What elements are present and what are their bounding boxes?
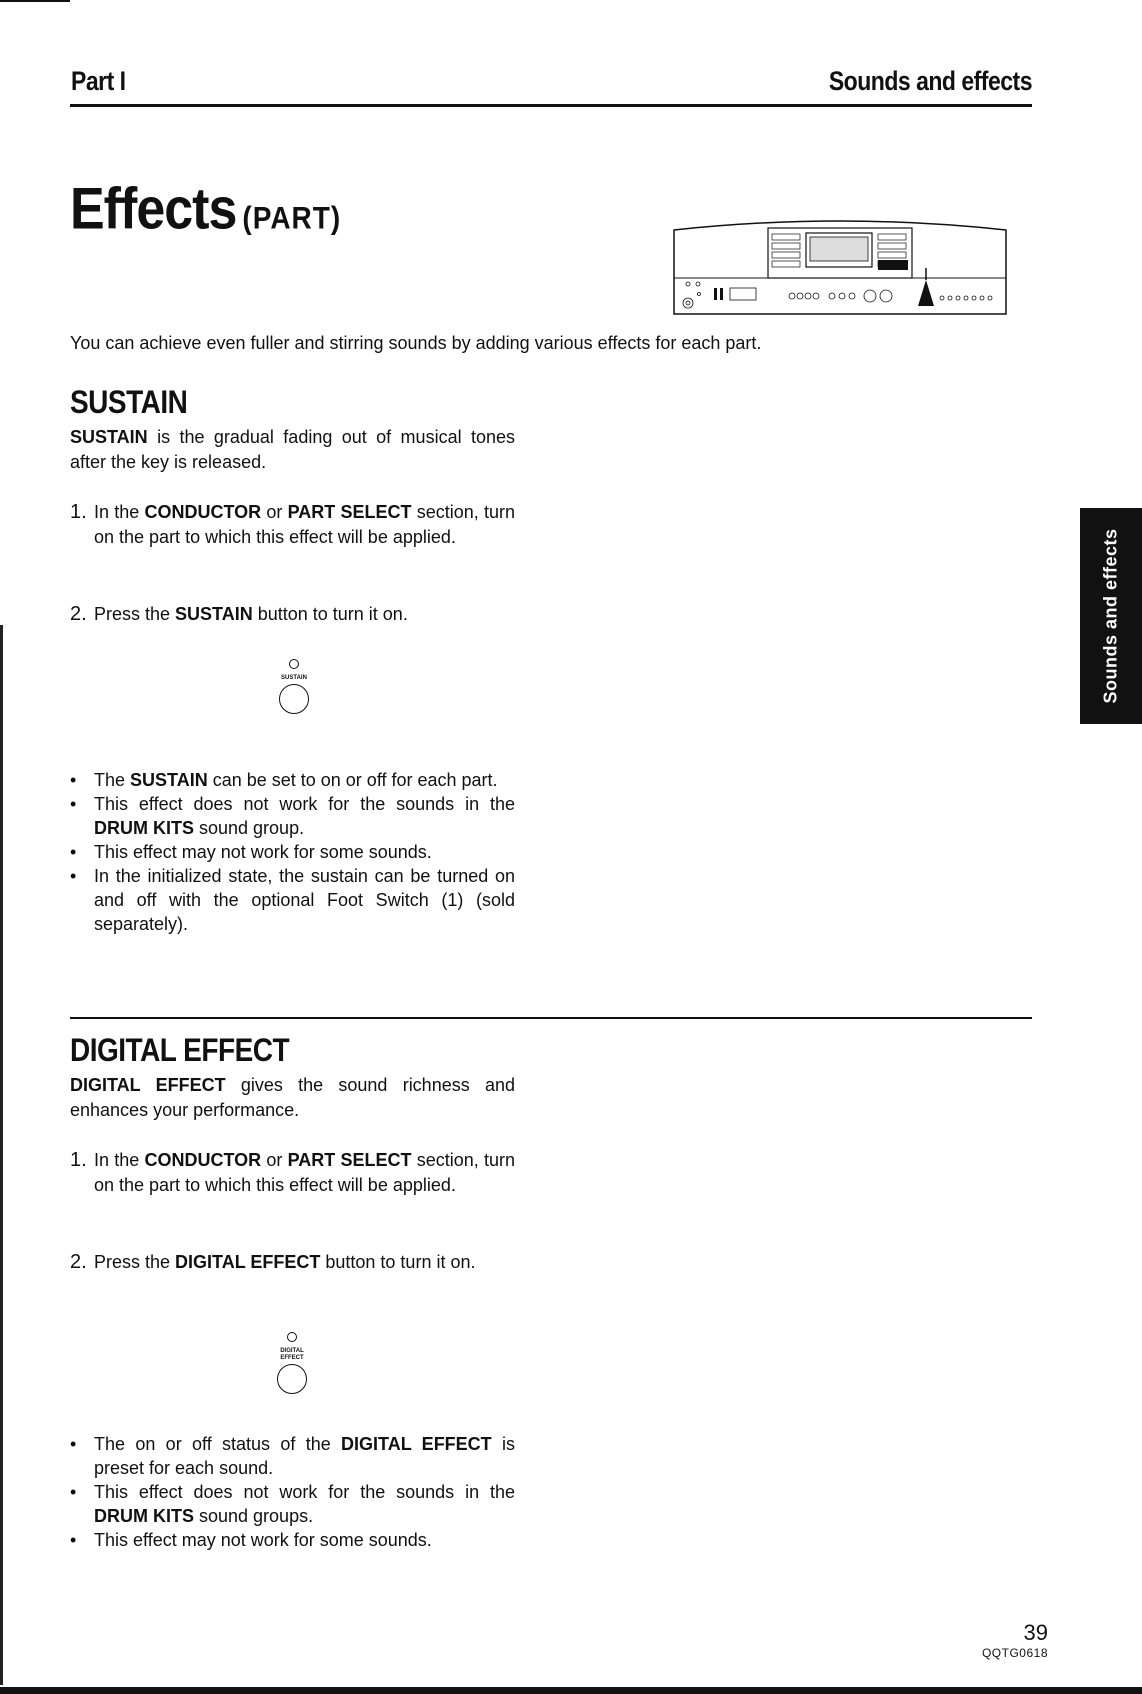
digital-effect-notes [70, 1432, 515, 1552]
sustain-heading: SUSTAIN [70, 384, 188, 420]
bottom-edge-bar [0, 1687, 1142, 1694]
indicator-lamp-icon [289, 659, 299, 669]
sustain-button-figure [264, 659, 324, 714]
page-title-sub: (PART) [242, 200, 342, 236]
digital-effect-description-term: DIGITAL EFFECT [70, 1075, 226, 1095]
digital-effect-step-2: 2. Press the DIGITAL EFFECT button to turn it on. [70, 1251, 476, 1273]
step-number: 2. [70, 603, 87, 625]
sustain-description-text: is the gradual fading out of musical tones after the key is released. [70, 427, 515, 472]
sustain-button-icon [279, 684, 309, 714]
step-number: 1. [70, 1149, 87, 1171]
header-section-label: Sounds and effects [828, 66, 1032, 96]
step-number: 2. [70, 1251, 87, 1273]
list-item: • This effect does not work for the sounds in the DRUM KITS sound groups. [70, 1480, 515, 1528]
indicator-lamp-icon [287, 1332, 297, 1342]
document-code: QQTG0618 [981, 1646, 1048, 1660]
page-title [70, 176, 341, 243]
sustain-step-2: 2. Press the SUSTAIN button to turn it on. [70, 603, 408, 625]
scan-edge-mark [0, 0, 70, 2]
digital-effect-step-1: 1. In the CONDUCTOR or PART SELECT section, turn on the part to which this effect will be applied. [70, 1148, 515, 1198]
intro-paragraph: You can achieve even fuller and stirring sounds by adding various effects for each part. [70, 333, 762, 353]
page-title-main: Effects [70, 177, 237, 243]
instrument-panel-illustration [672, 216, 1008, 316]
list-item: • In the initialized state, the sustain can be turned on and off with the optional Foot Switch (1) (sold separately). [70, 864, 515, 936]
sustain-notes [70, 768, 515, 936]
header-rule [70, 104, 1032, 107]
sustain-description [70, 425, 515, 475]
digital-effect-description-text: gives the sound richness and enhances your performance. [70, 1075, 516, 1120]
list-item: • This effect does not work for the sounds in the DRUM KITS sound group. [70, 792, 515, 840]
sustain-button-label: SUSTAIN [281, 675, 307, 681]
side-index-tab-label: Sounds and effects [1100, 528, 1121, 704]
section-divider [70, 1017, 1032, 1019]
step-number: 1. [70, 501, 87, 523]
scan-left-edge [0, 625, 3, 1685]
digital-effect-button-icon [277, 1364, 307, 1394]
sustain-step-1: 1. In the CONDUCTOR or PART SELECT section, turn on the part to which this effect will be applied. [70, 500, 515, 550]
list-item: • This effect may not work for some sounds. [70, 840, 515, 864]
side-index-tab [1080, 508, 1142, 724]
list-item: • This effect may not work for some sounds. [70, 1528, 515, 1552]
digital-effect-button-label: DIGITAL EFFECT [280, 1348, 304, 1361]
digital-effect-description [70, 1073, 515, 1123]
sustain-description-term: SUSTAIN [70, 427, 148, 447]
digital-effect-button-figure [262, 1332, 322, 1394]
page-number: 39 [1023, 1620, 1048, 1645]
digital-effect-heading: DIGITAL EFFECT [70, 1032, 290, 1068]
list-item: • The SUSTAIN can be set to on or off for each part. [70, 768, 515, 792]
list-item: • The on or off status of the DIGITAL EFFECT is preset for each sound. [70, 1432, 515, 1480]
header-part-label: Part I [71, 66, 126, 96]
